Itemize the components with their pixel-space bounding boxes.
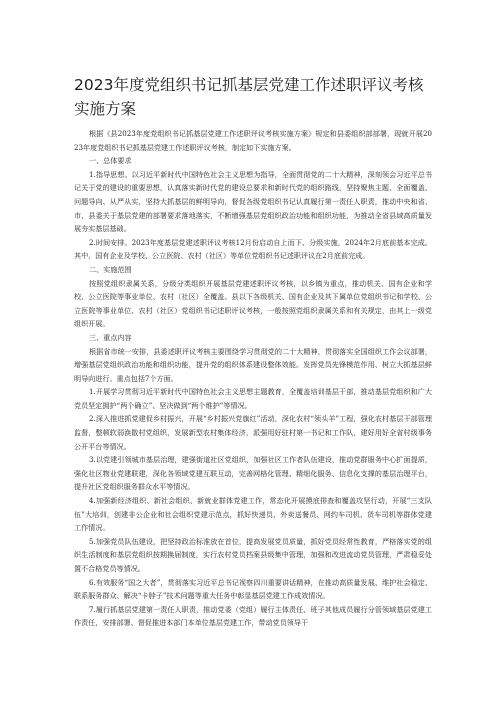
document-body [74, 127, 432, 630]
paragraph-key-item-3: 3.以党建引领城市基层治理，建强街道社区党组织，加强社区工作者队伍建设，推动党群服务中心扩面提质，强化社区物业党建联建，深化各领域党建互联互动，完善网格化管理、精细化服务、信息化支撑的基层治理平台，提升社区党组织服务群众水平等情况。 [74, 455, 432, 492]
section-heading-general-requirements: 一、总体要求 [89, 156, 132, 166]
intro-paragraph: 根据《县2023年度党组织书记抓基层党建工作述职评议考核实施方案》规定和县委组织部部署，现就开展2023年度党组织书记抓基层党建工作述职评议考核，制定如下实施方案。 [74, 129, 432, 152]
paragraph-key-item-5: 5.加强党员队伍建设，把坚持政治标准放在首位，提高发展党员质量，抓好党员经常性教育，严格落实党的组织生活制度和基层党组织按期换届制度，实行农村党员档案县级集中管理，加强和改进流动党员管理，严肃稳妥处置不合格党员等情况。 [74, 536, 432, 573]
section-heading-scope: 二、实施范围 [89, 264, 132, 274]
paragraph-key-item-4: 4.加强新经济组织、新社会组织、新就业群体党建工作，常态化开展摸底排查和覆盖攻坚行动，开展“三支队伍”大培训，创建非公企业和社会组织党建示范点，抓好快递员、外卖送餐员、网约车司机、货车司机等群体党建工作情况。 [74, 496, 432, 533]
paragraph-key-item-7: 7.履行抓基层党建第一责任人职责，推动党委（党组）履行主体责任、班子其他成员履行分管领域基层党建工作责任，安排部署、督促推进本部门本单位基层党建工作，带动党员领导干 [74, 604, 432, 628]
paragraph-key-item-2: 2.深入推进抓党建促乡村振兴，开展“乡村振兴党旗红”活动，深化农村“领头羊”工程，强化农村基层干部管理监督，整顿软弱涣散村党组织，发展新型农村集体经济，派强用好驻村第一书记和工作队，建好用好全省村级事务公开平台等情况。 [74, 414, 432, 451]
section-heading-key-content: 三、重点内容 [89, 332, 132, 342]
paragraph-scope: 按照党组织隶属关系，分级分类组织开展基层党建述职评议考核，以乡镇为重点，推动机关、国有企业和学校、公立医院等事业单位、农村（社区）全覆盖。县以下各级机关、国有企业及其下属单位党组织书记和学校、公立医院等事业单位、农村（社区）党组织书记述职评议考核，一般按照党组织隶属关系和有关规定，由其上一级党组织开展。 [74, 278, 432, 329]
paragraph-guiding-ideology: 1.指导思想。以习近平新时代中国特色社会主义思想为指导，全面贯彻党的二十大精神，深刻领会习近平总书记关于党的建设的重要思想，认真落实新时代党的建设总要求和新时代党的组织路线，坚持聚焦主题、全面覆盖、问题导向、从严从实，坚持大抓基层的鲜明导向，督促各级党组织书记认真履行第一责任人职责，推动中央和省、市、县委关于基层党建的部署要求落地落实，不断增强基层党组织政治功能和组织功能，为推动全省县域高质量发展夯实基层基础。 [74, 169, 432, 234]
paragraph-key-item-6: 6.有效服务“国之大者”，贯彻落实习近平总书记视察四川重要讲话精神，在推动高质量发展、维护社会稳定、联系服务群众、解决“卡脖子”技术问题等重大任务中彰显基层党建工作成效情况。 [74, 577, 432, 601]
document-title: 2023年度党组织书记抓基层党建工作述职评议考核实施方案 [74, 76, 424, 118]
paragraph-key-item-1: 1.开展学习贯彻习近平新时代中国特色社会主义思想主题教育，全覆盖培训基层干部，推动基层党组织和广大党员坚定拥护“两个确立”、坚决做到“两个维护”等情况。 [74, 387, 432, 410]
paragraph-key-content-intro: 根据省市统一安排，县委述职评议考核主要围绕学习贯彻党的二十大精神，贯彻落实全国组织工作会议部署，增强基层党组织政治功能和组织功能，提升党的组织体系建设整体效能。发挥党员先锋模范作用、树立大抓基层鲜明导向进行。重点包括7个方面。 [74, 346, 432, 383]
paragraph-schedule: 2.时间安排。2023年度基层党建述职评议考核12月份启动自上而下、分级实施，2024年2月底前基本完成。其中，国有企业及学校、公立医院、农村（社区）等单位党组织书记述职评议在2月底前完成。 [74, 237, 432, 261]
